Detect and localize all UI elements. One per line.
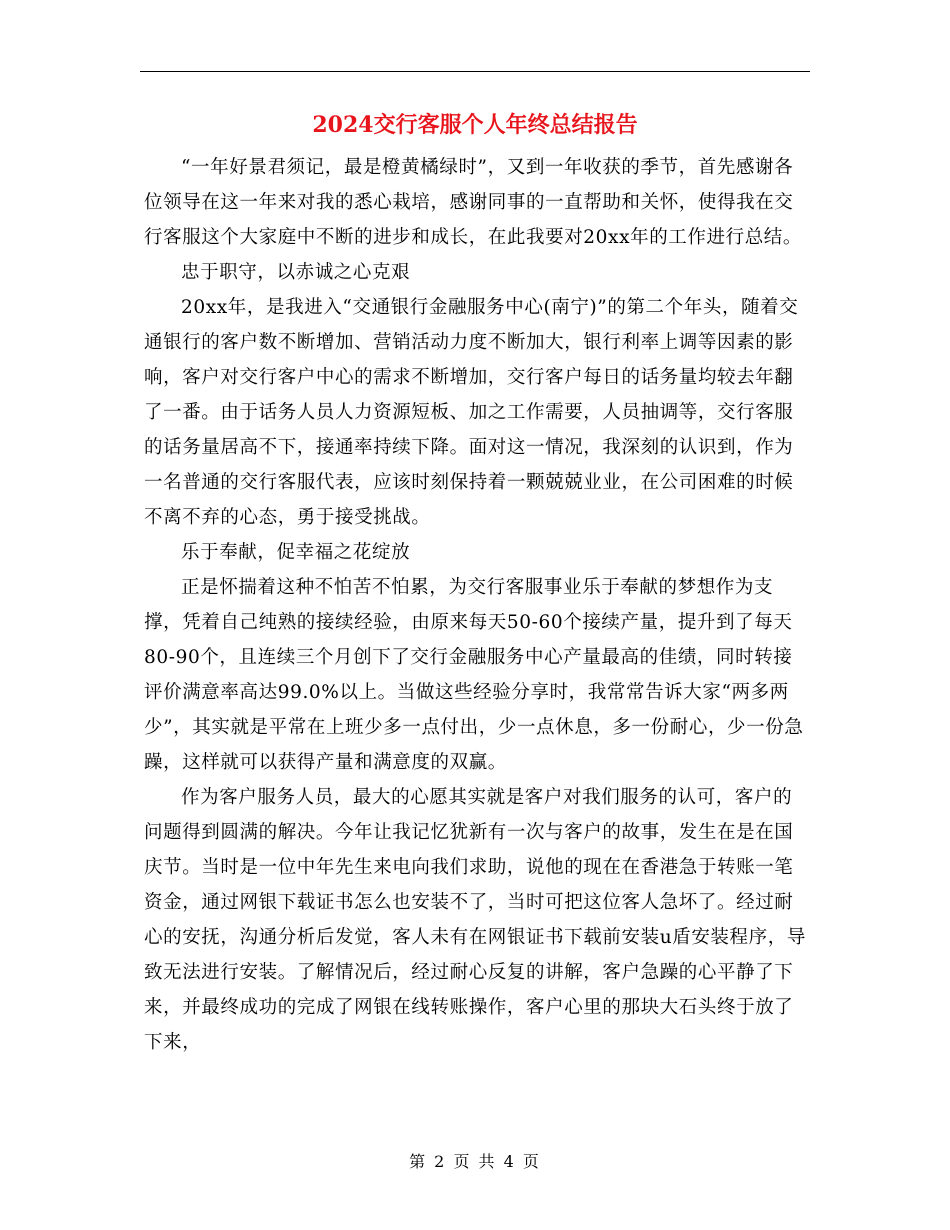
paragraph-customer-story: 作为客户服务人员，最大的心愿其实就是客户对我们服务的认可，客户的问题得到圆满的解决。今年让我记忆犹新有一次与客户的故事，发生在是在国庆节。当时是一位中年先生来电向我们求助，说他的现在在香港急于转账一笔资金，通过网银下载证书怎么也安装不了，当时可把这位客人急坏了。经过耐心的安抚，沟通分析后发觉，客人未有在网银证书下载前安装u盾安装程序，导致无法进行安装。了解情况后，经过耐心反复的讲解，客户急躁的心平静了下来，并最终成功的完成了网银在线转账操作，客户心里的那块大石头终于放了下来， (144, 787, 806, 1053)
paragraph-dedication: 正是怀揣着这种不怕苦不怕累，为交行客服事业乐于奉献的梦想作为支撑，凭着自己纯熟的接续经验，由原来每天50-60个接续产量，提升到了每天80-90个，且连续三个月创下了交行金融服务中心产量最高的佳绩，同时转接评价满意率高达99.0%以上。当做这些经验分享时，我常常告诉大家“两多两少”，其实就是平常在上班少多一点付出，少一点休息，多一份耐心，少一份急躁，这样就可以获得产量和满意度的双赢。 (144, 577, 804, 773)
section-heading-loyalty: 忠于职守，以赤诚之心克艰 (181, 262, 411, 283)
page-number-footer: 第 2 页 共 4 页 (409, 1152, 541, 1171)
paragraph-intro: “一年好景君须记，最是橙黄橘绿时”，又到一年收获的季节，首先感谢各位领导在这一年来对我的悉心栽培，感谢同事的一直帮助和关怀，使得我在交行客服这个大家庭中不断的进步和成长，在此我要对20xx年的工作进行总结。 (144, 157, 803, 248)
header-rule (140, 71, 810, 72)
paragraph-loyalty: 20xx年，是我进入“交通银行金融服务中心(南宁)”的第二个年头，随着交通银行的客户数不断增加、营销活动力度不断加大，银行利率上调等因素的影响，客户对交行客户中心的需求不断增加，交行客户每日的话务量均较去年翻了一番。由于话务人员人力资源短板、加之工作需要，人员抽调等，交行客服的话务量居高不下，接通率持续下降。面对这一情况，我深刻的认识到，作为一名普通的交行客服代表，应该时刻保持着一颗兢兢业业，在公司困难的时候不离不弃的心态，勇于接受挑战。 (144, 297, 799, 528)
document-body (144, 150, 806, 1060)
section-heading-dedication: 乐于奉献，促幸福之花绽放 (181, 542, 411, 563)
document-title: 2024交行客服个人年终总结报告 (312, 112, 638, 138)
